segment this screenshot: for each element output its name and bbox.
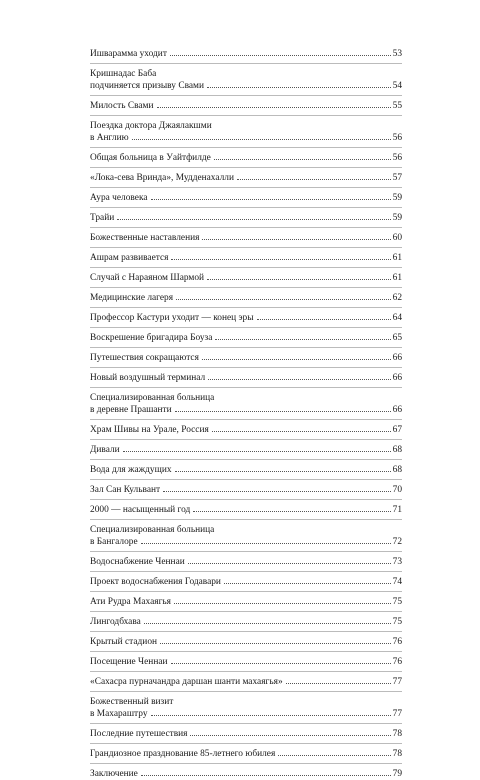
toc-entry-last-line [90,212,393,224]
dot-leader [123,451,391,452]
toc-entry [90,616,402,628]
toc-entry-title [90,696,393,720]
toc-divider [90,591,402,592]
toc-entry-title-line: Посещение Ченнаи [90,657,168,667]
dot-leader [117,219,390,220]
toc-divider [90,347,402,348]
toc-page-number: 71 [392,505,402,515]
toc-entry-title [90,352,393,364]
toc-entry-last-line [90,536,393,548]
toc-page-number: 75 [392,597,402,607]
dot-leader [132,139,391,140]
toc-entry-title [90,100,393,112]
toc-entry-title-line: 2000 — насыщенный год [90,505,191,515]
toc-entry-last-line [90,152,393,164]
toc-entry-title-line: «Сахасра пурначандра даршан шанти махаягья» [90,677,283,687]
toc-entry-title-line: Специализированная больница [90,525,215,535]
toc-entry-title-line: Ати Рудра Махаягья [90,597,171,607]
toc-entry-title-line: в Махараштру [90,709,148,719]
dot-leader [202,239,390,240]
toc-entry-title-line: Крытый стадион [90,637,158,647]
dot-leader [224,583,391,584]
toc-entry [90,424,402,436]
toc-entry-title [90,616,393,628]
toc-page-number: 77 [392,677,402,687]
toc-divider [90,551,402,552]
toc-entry-last-line [90,596,393,608]
toc-entry-last-line [90,312,393,324]
toc-entry-last-line [90,132,393,144]
toc-entry-last-line [90,616,393,628]
toc-page-number: 75 [392,617,402,627]
toc-entry-title-line: Водоснабжение Ченнаи [90,557,185,567]
toc-entry [90,484,402,496]
toc-entry [90,728,402,740]
toc-page-number: 74 [392,577,402,587]
toc-entry-last-line [90,252,393,264]
toc-entry [90,100,402,112]
toc-entry-title [90,68,393,92]
toc-entry [90,524,402,548]
toc-entry-title-line: Новый воздушный терминал [90,373,206,383]
toc-divider [90,63,402,64]
toc-divider [90,387,402,388]
toc-entry-last-line [90,708,393,720]
toc-divider [90,611,402,612]
toc-entry [90,172,402,184]
toc-entry [90,48,402,60]
toc-divider [90,95,402,96]
toc-entry-title-line: Вода для жаждущих [90,465,172,475]
toc-page-number: 78 [392,749,402,759]
dot-leader [286,683,391,684]
toc-entry-last-line [90,768,393,780]
toc-entry-last-line [90,484,393,496]
toc-entry-title-line: «Лока-сева Вринда», Мудденахалли [90,173,234,183]
toc-divider [90,763,402,764]
toc-entry-title-line: Зал Сан Кульвант [90,485,161,495]
toc-entry-title-line: Дивали [90,445,120,455]
toc-divider [90,167,402,168]
toc-entry-title [90,392,393,416]
toc-divider [90,307,402,308]
toc-divider [90,459,402,460]
toc-entry-last-line [90,656,393,668]
toc-entry-title-line: в деревне Прашанти [90,405,172,415]
toc-entry-last-line [90,636,393,648]
toc-entry-title [90,444,393,456]
toc-entry-title-line: Путешествия сокращаются [90,353,199,363]
toc-entry-title-line: Общая больница в Уайтфилде [90,153,211,163]
toc-page-number: 66 [392,373,402,383]
toc-page-number: 59 [392,213,402,223]
toc-entry-title [90,636,393,648]
toc-divider [90,287,402,288]
toc-page-number: 76 [392,657,402,667]
toc-entry-title [90,656,393,668]
toc-entry-title-line: Случай с Нараяном Шармой [90,273,205,283]
toc-entry-title-line: Медицинские лагеря [90,293,174,303]
dot-leader [202,359,391,360]
toc-entry-title-line: Лингодбхава [90,617,141,627]
toc-divider [90,267,402,268]
toc-page-number: 72 [392,537,402,547]
toc-entry-title [90,484,393,496]
toc-entry-title [90,332,393,344]
toc-entry-last-line [90,332,393,344]
toc-entry-last-line [90,172,393,184]
dot-leader [190,735,390,736]
toc-divider [90,187,402,188]
toc-entry-title-line: Поездка доктора Джаялакшми [90,121,212,131]
toc-entry-title-line: в Бангалоре [90,537,138,547]
dot-leader [237,179,391,180]
toc-entry-last-line [90,352,393,364]
toc-entry-last-line [90,404,393,416]
toc-divider [90,651,402,652]
toc-entry-title [90,464,393,476]
dot-leader [157,107,391,108]
toc-entry-last-line [90,292,393,304]
toc-entry-title [90,524,393,548]
toc-entry-title [90,728,393,740]
dot-leader [208,379,390,380]
toc-entry [90,352,402,364]
toc-entry [90,292,402,304]
toc-entry [90,68,402,92]
toc-entry [90,232,402,244]
toc-entry-title [90,576,393,588]
toc-entry-title-line: подчиняется призыву Свами [90,81,204,91]
toc-divider [90,499,402,500]
toc-entry [90,504,402,516]
toc-entry-title-line: Проект водоснабжения Годавари [90,577,221,587]
toc-divider [90,439,402,440]
toc-entry-title [90,120,393,144]
toc-entry-last-line [90,504,393,516]
toc-entry-title [90,596,393,608]
toc-page-number: 53 [392,49,402,59]
toc-divider [90,631,402,632]
toc-entry [90,636,402,648]
toc-entry-title-line: Специализированная больница [90,393,215,403]
toc-entry [90,332,402,344]
toc-page-number: 62 [392,293,402,303]
toc-page-number: 60 [392,233,402,243]
toc-entry [90,748,402,760]
toc-page-number: 64 [392,313,402,323]
toc-page-number: 54 [392,81,402,91]
dot-leader [160,643,391,644]
toc-entry-last-line [90,272,393,284]
toc-entry-last-line [90,576,393,588]
toc-entry [90,272,402,284]
toc-entry-title [90,212,393,224]
toc-entry-last-line [90,48,393,60]
dot-leader [141,775,391,776]
toc-page-number: 77 [392,709,402,719]
toc-divider [90,723,402,724]
dot-leader [207,279,391,280]
toc-page-number: 55 [392,101,402,111]
toc-divider [90,147,402,148]
dot-leader [193,511,390,512]
toc-entry [90,656,402,668]
toc-entry [90,212,402,224]
toc-entry-last-line [90,556,393,568]
toc-entry-title-line: Храм Шивы на Урале, Россия [90,425,209,435]
toc-entry-title-line: Божественные наставления [90,233,200,243]
toc-entry-title [90,192,393,204]
toc-entry-title-line: Воскрешение бригадира Боуза [90,333,213,343]
toc-entry-last-line [90,748,393,760]
toc-entry-last-line [90,676,393,688]
dot-leader [214,159,391,160]
toc-entry-title [90,272,393,284]
dot-leader [170,55,391,56]
toc-divider [90,519,402,520]
toc-entry [90,556,402,568]
toc-entry-title [90,424,393,436]
dot-leader [171,259,390,260]
toc-entry [90,576,402,588]
toc-page-number: 66 [392,405,402,415]
toc-entry-last-line [90,232,393,244]
toc-entry-title [90,372,393,384]
toc-divider [90,691,402,692]
toc-entry [90,192,402,204]
toc-entry-title [90,312,393,324]
toc-entry [90,252,402,264]
toc-entry [90,444,402,456]
toc-page-number: 76 [392,637,402,647]
toc-entry-last-line [90,444,393,456]
dot-leader [163,491,391,492]
toc-entry-title-line: Трайи [90,213,115,223]
toc-entry [90,152,402,164]
toc-entry-title [90,676,393,688]
toc-entry-title [90,152,393,164]
toc-page-number: 78 [392,729,402,739]
toc-entry [90,464,402,476]
dot-leader [175,411,391,412]
toc-page-number: 61 [392,273,402,283]
toc-divider [90,367,402,368]
toc-entry-title-line: Божественный визит [90,697,174,707]
toc-entry [90,120,402,144]
toc-entry-last-line [90,464,393,476]
toc-entry [90,312,402,324]
toc-entry-title [90,48,393,60]
toc-page-number: 56 [392,133,402,143]
toc-entry-title [90,504,393,516]
toc-page-number: 61 [392,253,402,263]
toc-divider [90,671,402,672]
toc-entry-title-line: Милость Свами [90,101,154,111]
toc-entry-last-line [90,728,393,740]
toc-entry [90,372,402,384]
toc-entry-title [90,252,393,264]
dot-leader [151,199,391,200]
toc-entry-title [90,232,393,244]
dot-leader [278,755,390,756]
toc-divider [90,227,402,228]
toc-divider [90,743,402,744]
dot-leader [144,623,391,624]
toc-entry-title [90,748,393,760]
toc-divider [90,247,402,248]
toc-entry-title-line: Профессор Кастури уходит — конец эры [90,313,254,323]
toc-entry [90,676,402,688]
toc-divider [90,419,402,420]
dot-leader [151,715,391,716]
toc-entry-title-line: в Англию [90,133,129,143]
toc-entry-last-line [90,192,393,204]
dot-leader [175,471,391,472]
toc-page-number: 68 [392,465,402,475]
dot-leader [212,431,391,432]
toc-page-number: 65 [392,333,402,343]
table-of-contents [90,48,402,780]
toc-entry [90,768,402,780]
toc-entry [90,596,402,608]
toc-entry [90,392,402,416]
dot-leader [176,299,391,300]
dot-leader [257,319,391,320]
toc-page-number: 79 [392,769,402,779]
toc-entry-title-line: Последние путешествия [90,729,188,739]
toc-page-number: 66 [392,353,402,363]
toc-entry-title-line: Аура человека [90,193,148,203]
toc-entry-last-line [90,424,393,436]
toc-page-number: 67 [392,425,402,435]
dot-leader [207,87,391,88]
toc-page-number: 70 [392,485,402,495]
toc-divider [90,207,402,208]
toc-divider [90,479,402,480]
toc-page-number: 56 [392,153,402,163]
toc-entry-title-line: Ашрам развивается [90,253,169,263]
toc-entry-last-line [90,100,393,112]
dot-leader [188,563,391,564]
toc-page-number: 57 [392,173,402,183]
toc-divider [90,327,402,328]
dot-leader [174,603,391,604]
toc-divider [90,115,402,116]
toc-entry-title [90,556,393,568]
toc-entry-title-line: Заключение [90,769,138,779]
toc-entry-title [90,292,393,304]
toc-entry-title-line: Кришнадас Баба [90,69,157,79]
dot-leader [171,663,391,664]
dot-leader [141,543,391,544]
toc-entry-last-line [90,372,393,384]
toc-page-number: 73 [392,557,402,567]
dot-leader [215,339,390,340]
toc-divider [90,571,402,572]
toc-entry [90,696,402,720]
toc-entry-title [90,768,393,780]
toc-entry-title-line: Ишварамма уходит [90,49,167,59]
toc-page-number: 59 [392,193,402,203]
toc-entry-title [90,172,393,184]
toc-entry-title-line: Грандиозное празднование 85-летнего юбилея [90,749,276,759]
toc-page-number: 68 [392,445,402,455]
toc-entry-last-line [90,80,393,92]
